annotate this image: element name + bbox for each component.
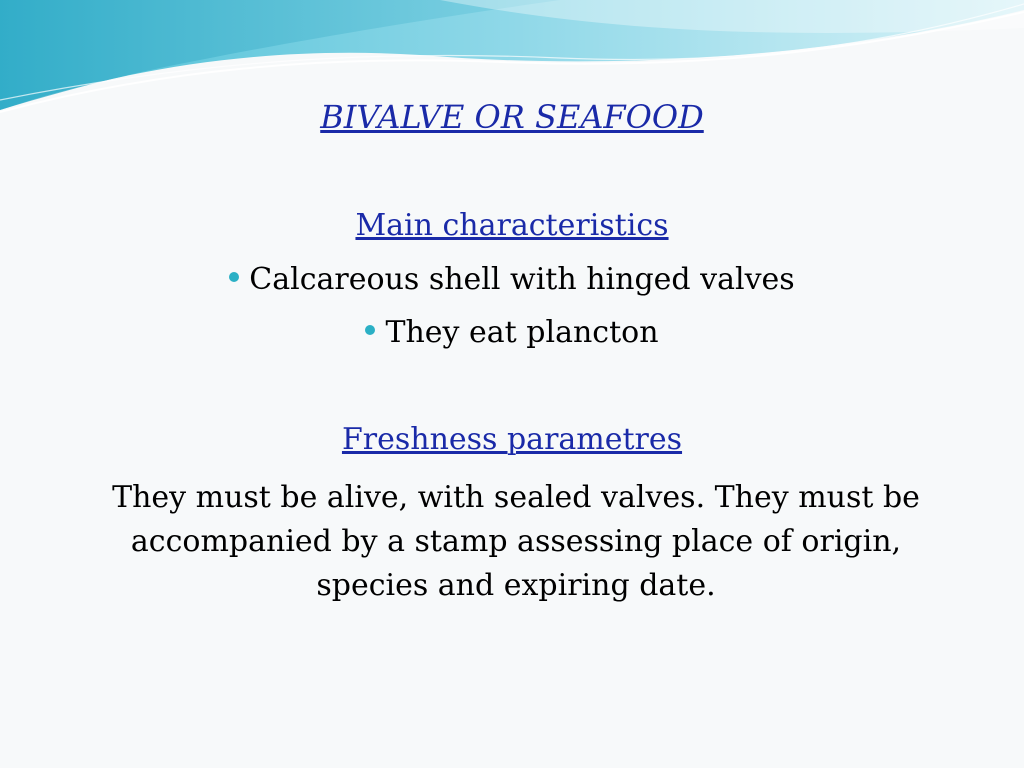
slide-title: BIVALVE OR SEAFOOD	[320, 98, 704, 136]
bullet-item	[0, 262, 1024, 297]
bullet-item	[0, 315, 1024, 350]
bullet-text: They eat plancton	[385, 315, 659, 350]
freshness-paragraph: They must be alive, with sealed valves. They must be accompanied by a stamp assessing place of origin, species and expiring date.	[112, 480, 920, 603]
freshness-parametres-heading: Freshness parametres	[341, 422, 683, 457]
bullet-text: Calcareous shell with hinged valves	[249, 262, 795, 297]
bullet-icon	[365, 325, 375, 335]
bullet-icon	[229, 272, 239, 282]
main-characteristics-heading: Main characteristics	[355, 208, 669, 243]
